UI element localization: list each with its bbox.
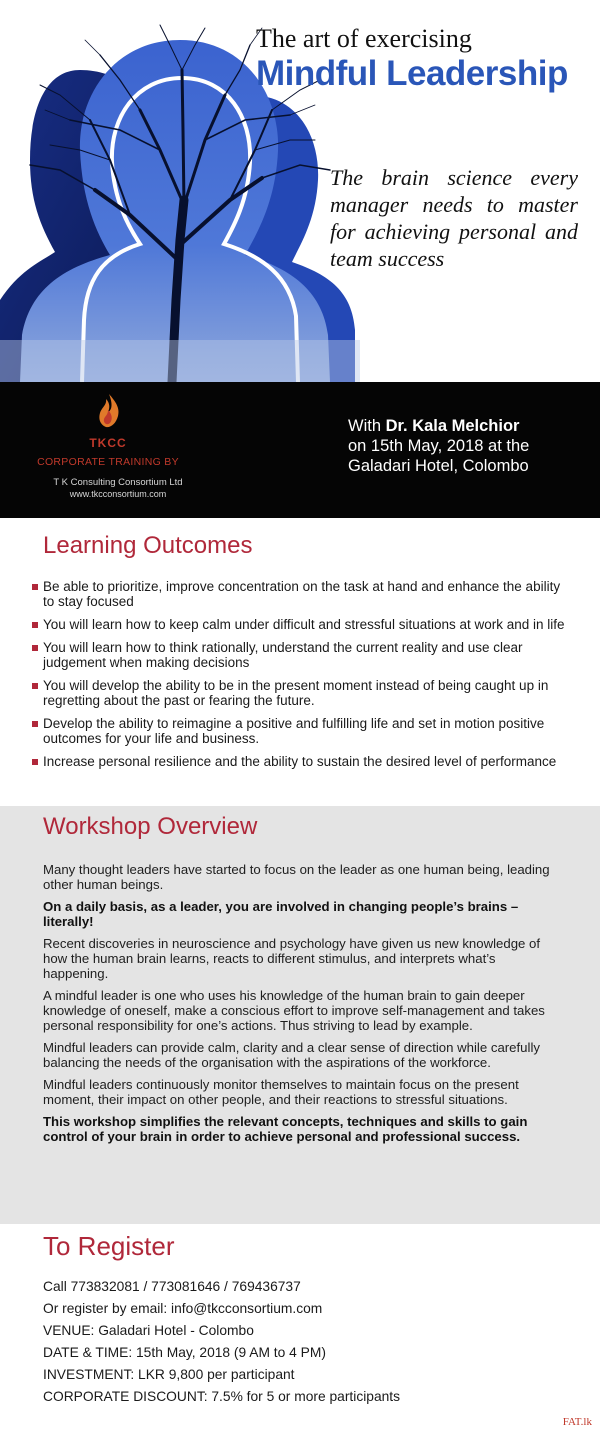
bullet-icon [32, 721, 38, 727]
list-item: Be able to prioritize, improve concentration on the task at hand and enhance the ability to stay focused [32, 579, 568, 609]
list-item: You will learn how to keep calm under difficult and stressful situations at work and in life [32, 617, 568, 632]
register-discount: CORPORATE DISCOUNT: 7.5% for 5 or more participants [43, 1389, 401, 1404]
company-name: T K Consulting Consortium Ltd [53, 477, 183, 488]
overview-paragraph: Recent discoveries in neuroscience and psychology have given us new knowledge of how the human brain learns, reacts to different stimulus, and interprets what’s happening. [43, 936, 541, 981]
hero-banner [0, 0, 600, 382]
learning-outcomes-list [32, 579, 568, 777]
list-item: Develop the ability to reimagine a positive and fulfilling life and set in motion positive outcomes for your life and business. [32, 716, 568, 746]
list-item: You will develop the ability to be in the present moment instead of being caught up in regretting about the past or fearing the future. [32, 678, 568, 708]
event-venue-line: Galadari Hotel, Colombo [348, 457, 529, 475]
learning-outcomes-title: Learning Outcomes [43, 532, 253, 559]
bullet-icon [32, 584, 38, 590]
register-title: To Register [43, 1231, 175, 1261]
bullet-icon [32, 645, 38, 651]
with-prefix: With [348, 417, 386, 435]
register-investment: INVESTMENT: LKR 9,800 per participant [43, 1367, 295, 1382]
event-date-line: on 15th May, 2018 at the [348, 437, 530, 455]
bullet-icon [32, 622, 38, 628]
speaker-details [348, 416, 588, 476]
overview-paragraph: A mindful leader is one who uses his knowledge of the human brain to gain deeper knowledge of oneself, make a conscious effort to improve self-management and takes personal responsibility for one’s actions. Thus striving to lead by example. [43, 988, 545, 1033]
bullet-icon [32, 759, 38, 765]
overview-paragraph: Mindful leaders continuously monitor themselves to maintain focus on the present moment, their impact on other people, and their reactions to stressful situations. [43, 1077, 519, 1107]
flame-icon [96, 392, 122, 430]
speaker-name: Dr. Kala Melchior [385, 417, 520, 435]
logo-name: TKCC [89, 436, 127, 450]
logo-subtitle: CORPORATE TRAINING BY [37, 456, 179, 468]
overview-body [43, 862, 563, 1151]
register-venue: VENUE: Galadari Hotel - Colombo [43, 1323, 254, 1338]
watermark: FAT.lk [562, 1416, 592, 1428]
company-url[interactable]: www.tkcconsortium.com [69, 489, 167, 499]
register-email[interactable]: Or register by email: info@tkcconsortium.com [43, 1301, 323, 1316]
workshop-overview-title: Workshop Overview [43, 813, 258, 840]
bullet-icon [32, 683, 38, 689]
list-item: Increase personal resilience and the ability to sustain the desired level of performance [32, 754, 568, 769]
main-title: Mindful Leadership [256, 54, 568, 93]
list-item: You will learn how to think rationally, understand the current reality and use clear judgement when making decisions [32, 640, 568, 670]
overview-paragraph-bold: On a daily basis, as a leader, you are involved in changing people’s brains –literally! [43, 899, 519, 929]
register-details [43, 1276, 563, 1408]
tagline: The brain science every manager needs to master for achieving personal and team success [330, 165, 578, 271]
register-datetime: DATE & TIME: 15th May, 2018 (9 AM to 4 PM) [43, 1345, 326, 1360]
register-phone[interactable]: Call 773832081 / 773081646 / 769436737 [43, 1279, 301, 1294]
overview-paragraph-bold: This workshop simplifies the relevant concepts, techniques and skills to gain control of your brain in order to achieve personal and professional success. [43, 1114, 528, 1144]
title-line-1: The art of exercising [256, 24, 472, 53]
overview-paragraph: Many thought leaders have started to focus on the leader as one human being, leading other human beings. [43, 862, 550, 892]
overview-paragraph: Mindful leaders can provide calm, clarity and a clear sense of direction while carefully balancing the needs of the organisation with the aspirations of the workforce. [43, 1040, 540, 1070]
